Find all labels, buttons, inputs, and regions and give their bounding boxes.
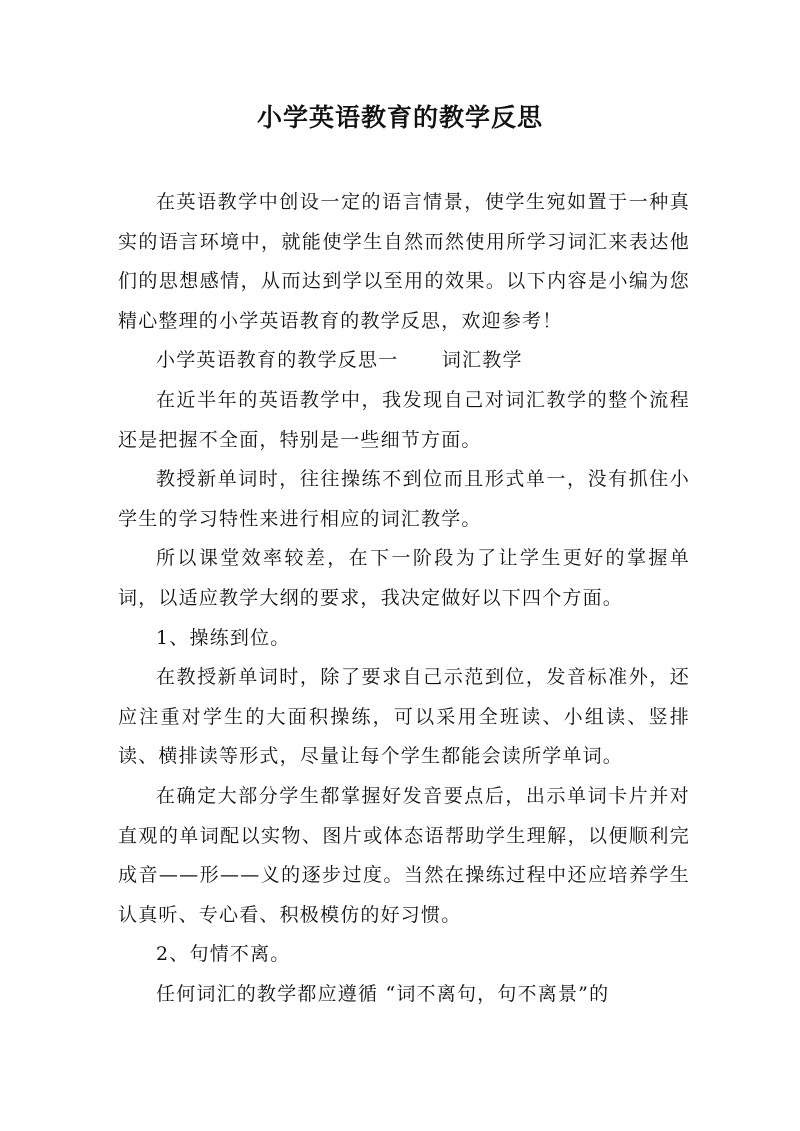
- section-heading: 小学英语教育的教学反思一 词汇教学: [156, 349, 523, 372]
- body-paragraph: 任何词汇的教学都应遵循 “词不离句，句不离景”的: [156, 982, 610, 1005]
- body-paragraph: 所以课堂效率较差，在下一阶段为了让学生更好的掌握单词，以适应教学大纲的要求，我决定做好以下四个方面。: [118, 547, 690, 609]
- document-title: 小学英语教育的教学反思: [256, 103, 543, 132]
- document-body: [118, 183, 690, 1014]
- list-heading-2: 2、句情不离。: [156, 943, 291, 966]
- list-heading-1: 1、操练到位。: [156, 626, 291, 649]
- intro-paragraph: 在英语教学中创设一定的语言情景，使学生宛如置于一种真实的语言环境中，就能使学生自然而然使用所学习词汇来表达他们的思想感情，从而达到学以至用的效果。以下内容是小编为您精心整理的小学英语教育的教学反思，欢迎参考！: [118, 191, 690, 332]
- body-paragraph: 教授新单词时，往往操练不到位而且形式单一，没有抓住小学生的学习特性来进行相应的词汇教学。: [118, 468, 690, 530]
- body-paragraph: 在确定大部分学生都掌握好发音要点后，出示单词卡片并对直观的单词配以实物、图片或体态语帮助学生理解，以便顺利完成音——形——义的逐步过度。当然在操练过程中还应培养学生认真听、专心看、积极模仿的好习惯。: [118, 784, 690, 926]
- body-paragraph: 在教授新单词时，除了要求自己示范到位，发音标准外，还应注重对学生的大面积操练，可以采用全班读、小组读、竖排读、横排读等形式，尽量让每个学生都能会读所学单词。: [118, 666, 690, 768]
- body-paragraph: 在近半年的英语教学中，我发现自己对词汇教学的整个流程还是把握不全面，特别是一些细节方面。: [118, 388, 690, 451]
